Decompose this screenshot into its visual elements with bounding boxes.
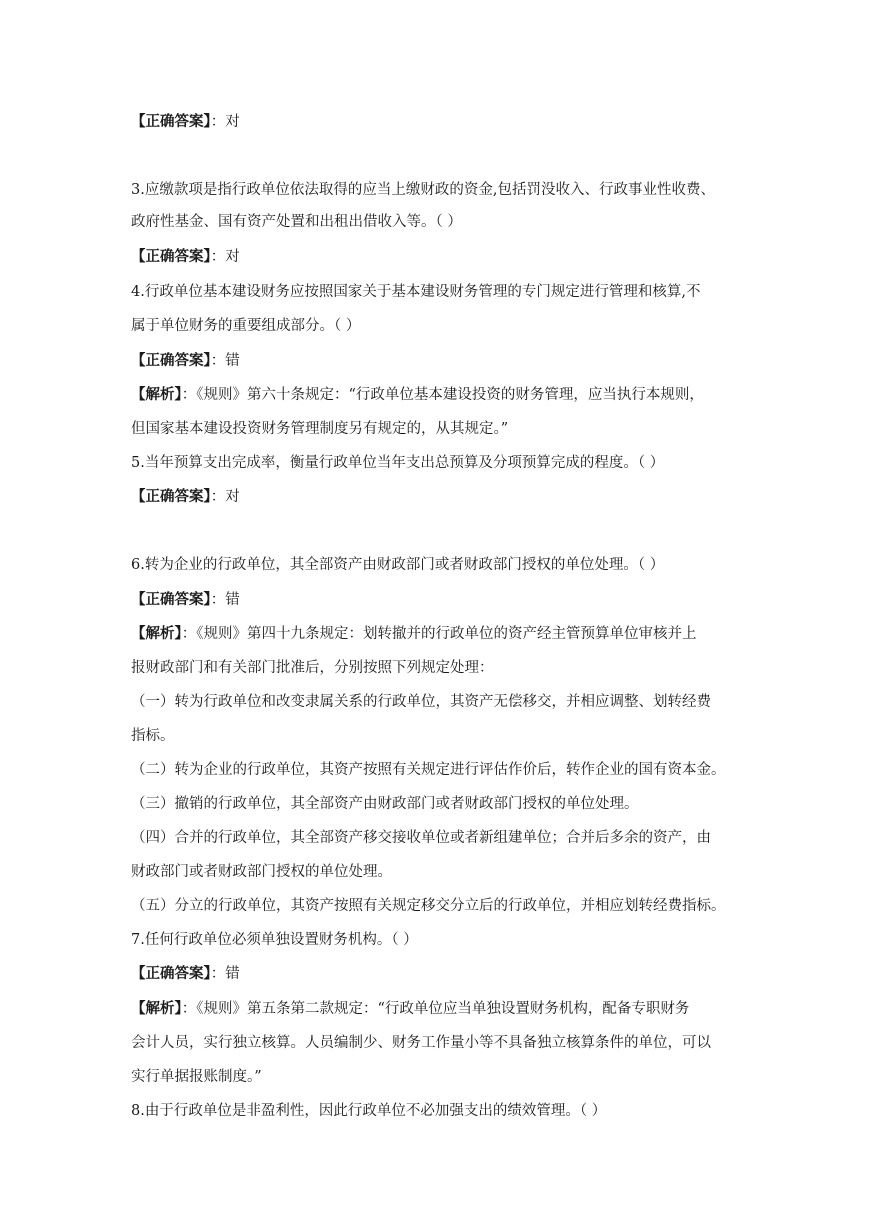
colon: ：: [210, 249, 226, 265]
list-item-continued: 指标。: [131, 728, 175, 744]
answer-label: 【正确答案】: [131, 248, 211, 265]
colon: ：: [210, 489, 226, 505]
question-6-line-1: 6.转为企业的行政单位，其全部资产由财政部门或者财政部门授权的单位处理。（ ）: [131, 557, 665, 573]
answer-line: [131, 487, 741, 507]
analysis-text: 《规则》第五条第二款规定：“行政单位应当单独设置财务机构，配备专职财务: [196, 1001, 690, 1017]
colon: ：: [210, 353, 226, 369]
answer-value: 对: [225, 489, 240, 505]
answer-value: 对: [225, 114, 240, 130]
answer-label: 【正确答案】: [131, 113, 211, 130]
analysis-line-1: [131, 385, 741, 405]
list-item: （四）合并的行政单位，其全部资产移交接收单位或者新组建单位；合并后多余的资产，由: [131, 830, 711, 846]
analysis-label: 【解析】: [131, 386, 182, 403]
list-item: （三）撤销的行政单位，其全部资产由财政部门或者财政部门授权的单位处理。: [131, 796, 639, 812]
answer-line: [131, 590, 741, 610]
answer-value: 对: [225, 249, 240, 265]
analysis-line-3: 实行单据报账制度。”: [131, 1069, 262, 1085]
colon: ：: [181, 387, 197, 403]
analysis-line-2: 报财政部门和有关部门批准后，分别按照下列规定处理：: [131, 660, 494, 676]
list-item: （五）分立的行政单位，其资产按照有关规定移交分立后的行政单位，并相应划转经费指标。: [131, 898, 726, 914]
colon: ：: [210, 114, 226, 130]
answer-value: 错: [225, 353, 240, 369]
question-4-line-2: 属于单位财务的重要组成部分。（ ）: [131, 318, 361, 334]
answer-label: 【正确答案】: [131, 591, 211, 608]
answer-label: 【正确答案】: [131, 488, 211, 505]
answer-value: 错: [225, 592, 240, 608]
list-item: （一）转为行政单位和改变隶属关系的行政单位，其资产无偿移交，并相应调整、划转经费: [131, 694, 711, 710]
question-3-line-2: 政府性基金、国有资产处置和出租出借收入等。（ ）: [131, 214, 462, 230]
colon: ：: [210, 966, 226, 982]
colon: ：: [181, 1001, 197, 1017]
answer-line: [131, 247, 741, 267]
answer-line: [131, 351, 741, 371]
analysis-text: 《规则》第四十九条规定：划转撤并的行政单位的资产经主管预算单位审核并上: [196, 626, 697, 642]
question-3-line-1: 3.应缴款项是指行政单位依法取得的应当上缴财政的资金,包括罚没收入、行政事业性收费、: [131, 182, 715, 198]
analysis-text: 《规则》第六十条规定：“行政单位基本建设投资的财务管理，应当执行本规则，: [196, 387, 704, 403]
answer-line: [131, 964, 741, 984]
analysis-label: 【解析】: [131, 1000, 182, 1017]
answer-value: 错: [225, 966, 240, 982]
answer-line: [131, 112, 741, 132]
question-5-line-1: 5.当年预算支出完成率，衡量行政单位当年支出总预算及分项预算完成的程度。（ ）: [131, 455, 665, 471]
analysis-line-2: 但国家基本建设投资财务管理制度另有规定的，从其规定。”: [131, 421, 509, 437]
analysis-label: 【解析】: [131, 625, 182, 642]
list-item-continued: 财政部门或者财政部门授权的单位处理。: [131, 864, 392, 880]
question-7-line-1: 7.任何行政单位必须单独设置财务机构。（ ）: [131, 932, 418, 948]
question-8-line-1: 8.由于行政单位是非盈利性，因此行政单位不必加强支出的绩效管理。（ ）: [131, 1103, 607, 1119]
analysis-line-2: 会计人员，实行独立核算。人员编制少、财务工作量小等不具备独立核算条件的单位，可以: [131, 1035, 711, 1051]
question-4-line-1: 4.行政单位基本建设财务应按照国家关于基本建设财务管理的专门规定进行管理和核算,不: [131, 284, 701, 300]
answer-label: 【正确答案】: [131, 965, 211, 982]
analysis-line-1: [131, 999, 741, 1019]
answer-label: 【正确答案】: [131, 352, 211, 369]
colon: ：: [181, 626, 197, 642]
analysis-line-1: [131, 624, 741, 644]
list-item: （二）转为企业的行政单位，其资产按照有关规定进行评估作价后，转作企业的国有资本金。: [131, 762, 726, 778]
colon: ：: [210, 592, 226, 608]
